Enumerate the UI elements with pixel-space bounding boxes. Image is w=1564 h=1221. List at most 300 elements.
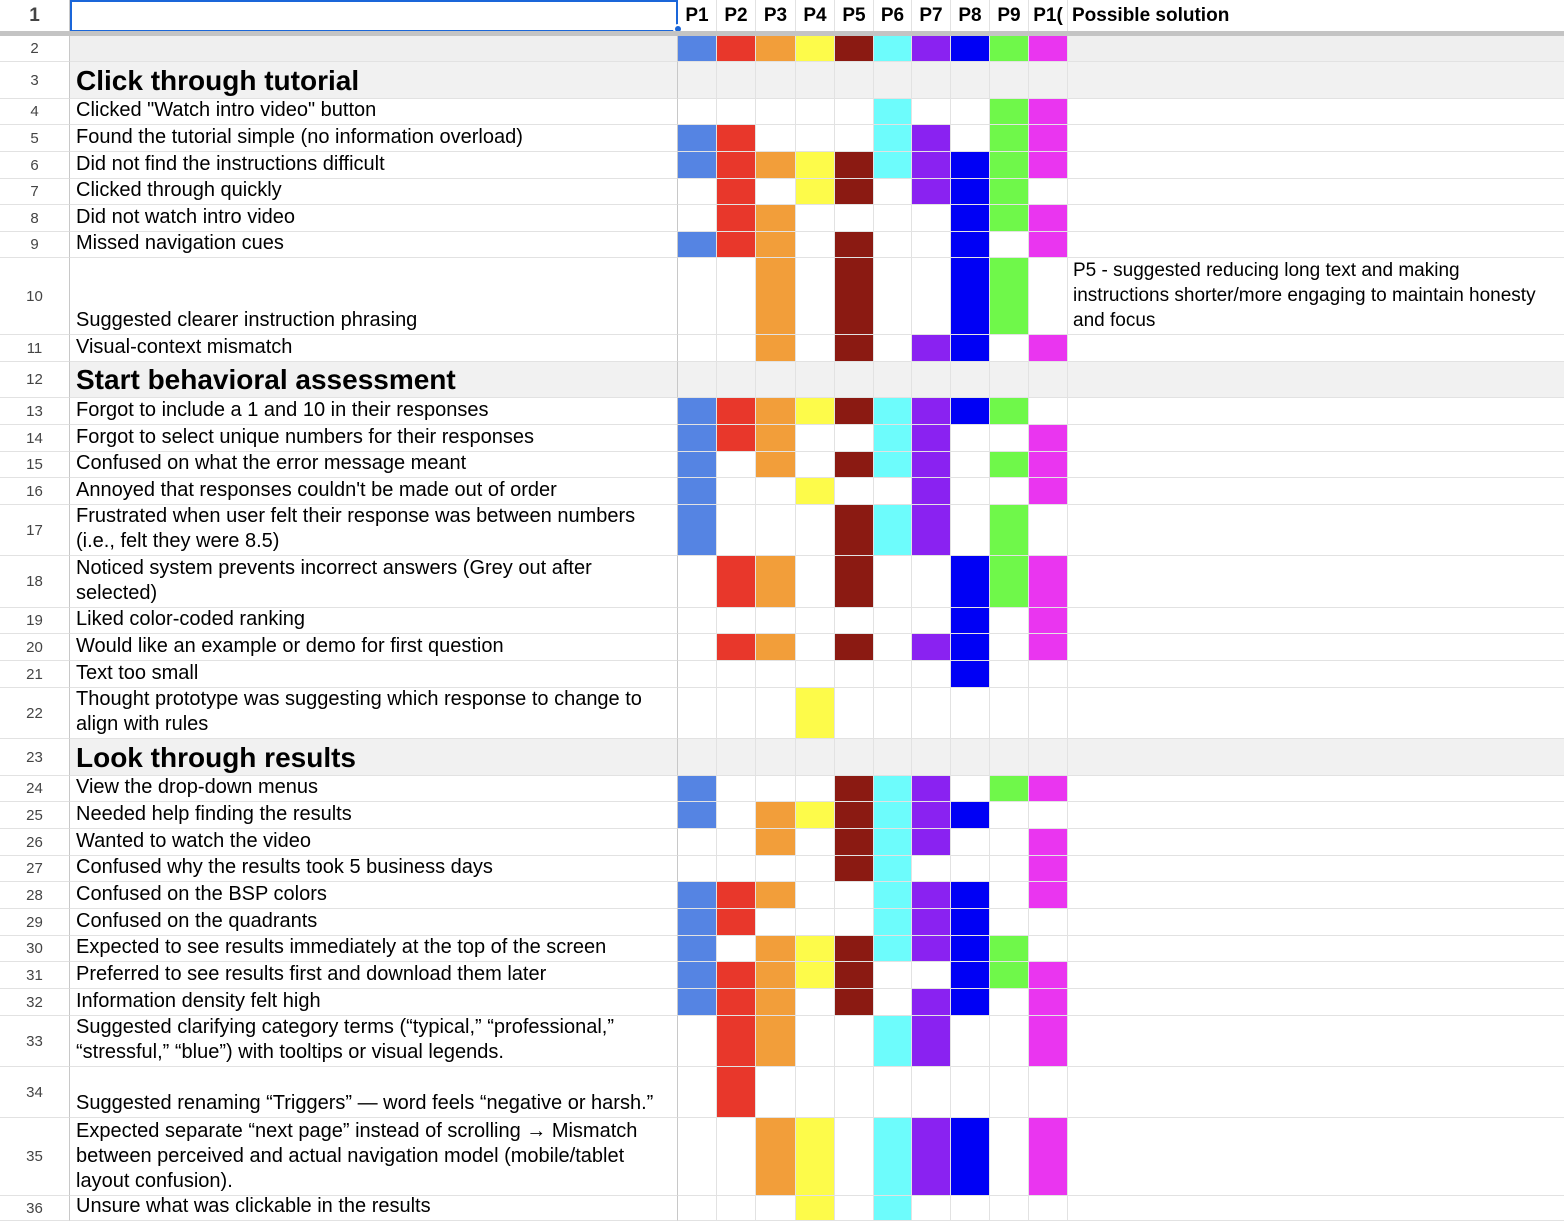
observation-cell[interactable]: [70, 962, 678, 989]
possible-solution-cell[interactable]: [1068, 802, 1564, 829]
participant-p9-cell[interactable]: [990, 62, 1029, 99]
participant-p4-cell[interactable]: [796, 909, 835, 936]
participant-p3-cell[interactable]: [756, 205, 796, 232]
participant-p1-cell[interactable]: [678, 936, 717, 962]
participant-p5-cell[interactable]: [835, 179, 874, 205]
participant-p10-cell[interactable]: [1029, 362, 1068, 398]
participant-p2-cell[interactable]: [717, 452, 756, 478]
participant-p10-cell[interactable]: [1029, 882, 1068, 909]
row-number[interactable]: 30: [0, 936, 70, 962]
participant-p2-cell[interactable]: [717, 909, 756, 936]
participant-p10-cell[interactable]: [1029, 909, 1068, 936]
observation-cell[interactable]: [70, 909, 678, 936]
participant-p7-cell[interactable]: [912, 802, 951, 829]
participant-p9-cell[interactable]: [990, 205, 1029, 232]
participant-p8-cell[interactable]: [951, 962, 990, 989]
row-number[interactable]: 13: [0, 398, 70, 425]
participant-p10-cell[interactable]: [1029, 1118, 1068, 1196]
participant-p5-cell[interactable]: [835, 608, 874, 634]
participant-p7-cell[interactable]: [912, 478, 951, 505]
header-participant-1[interactable]: P1: [678, 0, 717, 32]
participant-p10-cell[interactable]: [1029, 739, 1068, 776]
participant-p5-cell[interactable]: [835, 398, 874, 425]
participant-p5-cell[interactable]: [835, 205, 874, 232]
participant-p10-cell[interactable]: [1029, 936, 1068, 962]
row-number[interactable]: 14: [0, 425, 70, 452]
participant-p10-cell[interactable]: [1029, 398, 1068, 425]
observation-cell[interactable]: [70, 829, 678, 856]
participant-p3-cell[interactable]: [756, 829, 796, 856]
row-number[interactable]: 26: [0, 829, 70, 856]
participant-p2-cell[interactable]: [717, 205, 756, 232]
participant-p8-cell[interactable]: [951, 1067, 990, 1118]
observation-cell[interactable]: [70, 661, 678, 688]
possible-solution-cell[interactable]: [1068, 776, 1564, 802]
color-key-swatch-p2[interactable]: [717, 36, 756, 62]
participant-p5-cell[interactable]: [835, 739, 874, 776]
color-key-swatch-p1[interactable]: [678, 36, 717, 62]
participant-p8-cell[interactable]: [951, 909, 990, 936]
participant-p6-cell[interactable]: [874, 335, 912, 362]
possible-solution-cell[interactable]: [1068, 634, 1564, 661]
observation-cell[interactable]: [70, 1016, 678, 1067]
participant-p8-cell[interactable]: [951, 634, 990, 661]
header-participant-4[interactable]: P4: [796, 0, 835, 32]
row-number[interactable]: 19: [0, 608, 70, 634]
color-key-label-cell[interactable]: [70, 36, 678, 62]
participant-p1-cell[interactable]: [678, 661, 717, 688]
participant-p2-cell[interactable]: [717, 739, 756, 776]
participant-p3-cell[interactable]: [756, 425, 796, 452]
row-number[interactable]: 35: [0, 1118, 70, 1196]
participant-p7-cell[interactable]: [912, 179, 951, 205]
participant-p1-cell[interactable]: [678, 1118, 717, 1196]
possible-solution-cell[interactable]: [1068, 1196, 1564, 1221]
row-number[interactable]: 3: [0, 62, 70, 99]
participant-p5-cell[interactable]: [835, 829, 874, 856]
participant-p6-cell[interactable]: [874, 425, 912, 452]
participant-p6-cell[interactable]: [874, 661, 912, 688]
row-number[interactable]: 6: [0, 152, 70, 179]
possible-solution-cell[interactable]: [1068, 452, 1564, 478]
participant-p4-cell[interactable]: [796, 452, 835, 478]
row-number[interactable]: 29: [0, 909, 70, 936]
participant-p3-cell[interactable]: [756, 505, 796, 556]
participant-p7-cell[interactable]: [912, 739, 951, 776]
possible-solution-cell[interactable]: [1068, 962, 1564, 989]
participant-p4-cell[interactable]: [796, 802, 835, 829]
participant-p6-cell[interactable]: [874, 608, 912, 634]
participant-p8-cell[interactable]: [951, 936, 990, 962]
observation-cell[interactable]: [70, 856, 678, 882]
participant-p4-cell[interactable]: [796, 688, 835, 739]
participant-p4-cell[interactable]: [796, 152, 835, 179]
participant-p5-cell[interactable]: [835, 258, 874, 335]
participant-p3-cell[interactable]: [756, 179, 796, 205]
possible-solution-cell[interactable]: [1068, 125, 1564, 152]
participant-p3-cell[interactable]: [756, 452, 796, 478]
observation-cell[interactable]: [70, 688, 678, 739]
row-number[interactable]: 17: [0, 505, 70, 556]
participant-p2-cell[interactable]: [717, 478, 756, 505]
participant-p3-cell[interactable]: [756, 882, 796, 909]
participant-p10-cell[interactable]: [1029, 258, 1068, 335]
participant-p10-cell[interactable]: [1029, 1196, 1068, 1221]
color-key-swatch-p3[interactable]: [756, 36, 796, 62]
participant-p1-cell[interactable]: [678, 232, 717, 258]
possible-solution-cell[interactable]: [1068, 882, 1564, 909]
participant-p9-cell[interactable]: [990, 776, 1029, 802]
row-number[interactable]: 7: [0, 179, 70, 205]
participant-p3-cell[interactable]: [756, 608, 796, 634]
participant-p7-cell[interactable]: [912, 1067, 951, 1118]
participant-p8-cell[interactable]: [951, 802, 990, 829]
color-key-swatch-p5[interactable]: [835, 36, 874, 62]
possible-solution-cell[interactable]: [1068, 335, 1564, 362]
participant-p10-cell[interactable]: [1029, 634, 1068, 661]
participant-p2-cell[interactable]: [717, 634, 756, 661]
participant-p10-cell[interactable]: [1029, 776, 1068, 802]
participant-p6-cell[interactable]: [874, 232, 912, 258]
participant-p2-cell[interactable]: [717, 608, 756, 634]
participant-p6-cell[interactable]: [874, 688, 912, 739]
participant-p7-cell[interactable]: [912, 398, 951, 425]
participant-p9-cell[interactable]: [990, 829, 1029, 856]
observation-cell[interactable]: [70, 258, 678, 335]
possible-solution-cell[interactable]: [1068, 1118, 1564, 1196]
participant-p4-cell[interactable]: [796, 125, 835, 152]
participant-p10-cell[interactable]: [1029, 179, 1068, 205]
observation-cell[interactable]: [70, 205, 678, 232]
participant-p8-cell[interactable]: [951, 99, 990, 125]
participant-p8-cell[interactable]: [951, 62, 990, 99]
participant-p2-cell[interactable]: [717, 398, 756, 425]
participant-p2-cell[interactable]: [717, 179, 756, 205]
section-title[interactable]: [70, 739, 678, 776]
participant-p2-cell[interactable]: [717, 152, 756, 179]
participant-p1-cell[interactable]: [678, 556, 717, 608]
participant-p4-cell[interactable]: [796, 99, 835, 125]
participant-p7-cell[interactable]: [912, 688, 951, 739]
possible-solution-cell[interactable]: [1068, 152, 1564, 179]
participant-p7-cell[interactable]: [912, 152, 951, 179]
participant-p9-cell[interactable]: [990, 1016, 1029, 1067]
observation-cell[interactable]: [70, 882, 678, 909]
participant-p8-cell[interactable]: [951, 505, 990, 556]
participant-p2-cell[interactable]: [717, 1118, 756, 1196]
participant-p10-cell[interactable]: [1029, 152, 1068, 179]
participant-p5-cell[interactable]: [835, 335, 874, 362]
participant-p6-cell[interactable]: [874, 125, 912, 152]
header-participant-10[interactable]: P1(: [1029, 0, 1068, 32]
participant-p7-cell[interactable]: [912, 505, 951, 556]
participant-p6-cell[interactable]: [874, 882, 912, 909]
participant-p3-cell[interactable]: [756, 152, 796, 179]
selected-cell-a1[interactable]: [70, 0, 678, 32]
participant-p6-cell[interactable]: [874, 989, 912, 1016]
participant-p8-cell[interactable]: [951, 661, 990, 688]
row-number[interactable]: 25: [0, 802, 70, 829]
participant-p3-cell[interactable]: [756, 1016, 796, 1067]
participant-p9-cell[interactable]: [990, 1067, 1029, 1118]
participant-p8-cell[interactable]: [951, 232, 990, 258]
participant-p7-cell[interactable]: [912, 205, 951, 232]
participant-p8-cell[interactable]: [951, 179, 990, 205]
participant-p5-cell[interactable]: [835, 962, 874, 989]
participant-p8-cell[interactable]: [951, 989, 990, 1016]
participant-p5-cell[interactable]: [835, 62, 874, 99]
possible-solution-cell[interactable]: [1068, 62, 1564, 99]
participant-p10-cell[interactable]: [1029, 608, 1068, 634]
participant-p9-cell[interactable]: [990, 909, 1029, 936]
participant-p5-cell[interactable]: [835, 1118, 874, 1196]
participant-p10-cell[interactable]: [1029, 505, 1068, 556]
participant-p3-cell[interactable]: [756, 661, 796, 688]
participant-p6-cell[interactable]: [874, 452, 912, 478]
participant-p7-cell[interactable]: [912, 776, 951, 802]
participant-p1-cell[interactable]: [678, 478, 717, 505]
participant-p2-cell[interactable]: [717, 962, 756, 989]
possible-solution-cell[interactable]: [1068, 856, 1564, 882]
participant-p4-cell[interactable]: [796, 179, 835, 205]
possible-solution-cell[interactable]: [1068, 179, 1564, 205]
participant-p9-cell[interactable]: [990, 882, 1029, 909]
participant-p8-cell[interactable]: [951, 688, 990, 739]
participant-p3-cell[interactable]: [756, 962, 796, 989]
participant-p7-cell[interactable]: [912, 258, 951, 335]
observation-cell[interactable]: [70, 478, 678, 505]
participant-p2-cell[interactable]: [717, 802, 756, 829]
participant-p9-cell[interactable]: [990, 152, 1029, 179]
participant-p10-cell[interactable]: [1029, 99, 1068, 125]
participant-p6-cell[interactable]: [874, 179, 912, 205]
participant-p2-cell[interactable]: [717, 425, 756, 452]
participant-p3-cell[interactable]: [756, 739, 796, 776]
participant-p4-cell[interactable]: [796, 362, 835, 398]
participant-p2-cell[interactable]: [717, 125, 756, 152]
participant-p5-cell[interactable]: [835, 125, 874, 152]
participant-p5-cell[interactable]: [835, 152, 874, 179]
participant-p3-cell[interactable]: [756, 478, 796, 505]
row-number[interactable]: 36: [0, 1196, 70, 1221]
participant-p2-cell[interactable]: [717, 1016, 756, 1067]
participant-p9-cell[interactable]: [990, 478, 1029, 505]
row-number[interactable]: 2: [0, 36, 70, 62]
participant-p8-cell[interactable]: [951, 398, 990, 425]
participant-p3-cell[interactable]: [756, 556, 796, 608]
participant-p2-cell[interactable]: [717, 232, 756, 258]
header-participant-2[interactable]: P2: [717, 0, 756, 32]
observation-cell[interactable]: [70, 335, 678, 362]
participant-p10-cell[interactable]: [1029, 62, 1068, 99]
participant-p5-cell[interactable]: [835, 1196, 874, 1221]
participant-p6-cell[interactable]: [874, 556, 912, 608]
possible-solution-cell[interactable]: P5 - suggested reducing long text and making instructions shorter/more engaging to maintain honesty and focus: [1068, 258, 1564, 335]
participant-p4-cell[interactable]: [796, 856, 835, 882]
possible-solution-cell[interactable]: [1068, 425, 1564, 452]
row-number[interactable]: 34: [0, 1067, 70, 1118]
participant-p8-cell[interactable]: [951, 335, 990, 362]
color-key-swatch-p4[interactable]: [796, 36, 835, 62]
participant-p6-cell[interactable]: [874, 398, 912, 425]
participant-p5-cell[interactable]: [835, 99, 874, 125]
participant-p10-cell[interactable]: [1029, 661, 1068, 688]
participant-p3-cell[interactable]: [756, 335, 796, 362]
possible-solution-cell[interactable]: [1068, 505, 1564, 556]
participant-p9-cell[interactable]: [990, 1196, 1029, 1221]
possible-solution-cell[interactable]: [1068, 909, 1564, 936]
participant-p9-cell[interactable]: [990, 661, 1029, 688]
participant-p8-cell[interactable]: [951, 452, 990, 478]
possible-solution-cell[interactable]: [1068, 362, 1564, 398]
participant-p1-cell[interactable]: [678, 608, 717, 634]
participant-p1-cell[interactable]: [678, 205, 717, 232]
participant-p6-cell[interactable]: [874, 634, 912, 661]
participant-p3-cell[interactable]: [756, 1196, 796, 1221]
participant-p1-cell[interactable]: [678, 962, 717, 989]
row-number[interactable]: 24: [0, 776, 70, 802]
participant-p5-cell[interactable]: [835, 425, 874, 452]
participant-p7-cell[interactable]: [912, 62, 951, 99]
participant-p1-cell[interactable]: [678, 1016, 717, 1067]
participant-p9-cell[interactable]: [990, 556, 1029, 608]
participant-p5-cell[interactable]: [835, 856, 874, 882]
observation-cell[interactable]: [70, 179, 678, 205]
possible-solution-cell[interactable]: [1068, 232, 1564, 258]
header-participant-5[interactable]: P5: [835, 0, 874, 32]
participant-p1-cell[interactable]: [678, 856, 717, 882]
participant-p10-cell[interactable]: [1029, 829, 1068, 856]
participant-p10-cell[interactable]: [1029, 1067, 1068, 1118]
participant-p7-cell[interactable]: [912, 99, 951, 125]
observation-cell[interactable]: [70, 556, 678, 608]
participant-p7-cell[interactable]: [912, 425, 951, 452]
color-key-swatch-p8[interactable]: [951, 36, 990, 62]
participant-p4-cell[interactable]: [796, 634, 835, 661]
participant-p4-cell[interactable]: [796, 776, 835, 802]
color-key-swatch-p9[interactable]: [990, 36, 1029, 62]
participant-p9-cell[interactable]: [990, 856, 1029, 882]
header-participant-7[interactable]: P7: [912, 0, 951, 32]
participant-p9-cell[interactable]: [990, 258, 1029, 335]
participant-p4-cell[interactable]: [796, 425, 835, 452]
participant-p4-cell[interactable]: [796, 1016, 835, 1067]
header-possible-solution[interactable]: Possible solution: [1068, 0, 1564, 32]
participant-p4-cell[interactable]: [796, 829, 835, 856]
participant-p8-cell[interactable]: [951, 829, 990, 856]
row-number[interactable]: 15: [0, 452, 70, 478]
participant-p6-cell[interactable]: [874, 99, 912, 125]
participant-p5-cell[interactable]: [835, 1016, 874, 1067]
participant-p8-cell[interactable]: [951, 608, 990, 634]
participant-p3-cell[interactable]: [756, 856, 796, 882]
observation-cell[interactable]: [70, 989, 678, 1016]
observation-cell[interactable]: [70, 776, 678, 802]
participant-p1-cell[interactable]: [678, 1196, 717, 1221]
participant-p10-cell[interactable]: [1029, 989, 1068, 1016]
participant-p7-cell[interactable]: [912, 1118, 951, 1196]
participant-p6-cell[interactable]: [874, 478, 912, 505]
possible-solution-cell[interactable]: [1068, 99, 1564, 125]
participant-p10-cell[interactable]: [1029, 688, 1068, 739]
row-number[interactable]: 32: [0, 989, 70, 1016]
row-number[interactable]: 20: [0, 634, 70, 661]
participant-p3-cell[interactable]: [756, 362, 796, 398]
participant-p9-cell[interactable]: [990, 1118, 1029, 1196]
possible-solution-cell[interactable]: [1068, 556, 1564, 608]
participant-p4-cell[interactable]: [796, 739, 835, 776]
participant-p4-cell[interactable]: [796, 232, 835, 258]
row-number[interactable]: 12: [0, 362, 70, 398]
observation-cell[interactable]: [70, 425, 678, 452]
participant-p3-cell[interactable]: [756, 99, 796, 125]
observation-cell[interactable]: [70, 936, 678, 962]
participant-p7-cell[interactable]: [912, 661, 951, 688]
participant-p1-cell[interactable]: [678, 152, 717, 179]
color-key-swatch-p6[interactable]: [874, 36, 912, 62]
participant-p7-cell[interactable]: [912, 125, 951, 152]
participant-p8-cell[interactable]: [951, 776, 990, 802]
section-title[interactable]: [70, 362, 678, 398]
participant-p7-cell[interactable]: [912, 882, 951, 909]
participant-p10-cell[interactable]: [1029, 452, 1068, 478]
participant-p9-cell[interactable]: [990, 936, 1029, 962]
row-number[interactable]: 28: [0, 882, 70, 909]
participant-p10-cell[interactable]: [1029, 125, 1068, 152]
possible-solution-cell[interactable]: [1068, 739, 1564, 776]
participant-p10-cell[interactable]: [1029, 802, 1068, 829]
participant-p4-cell[interactable]: [796, 335, 835, 362]
possible-solution-cell[interactable]: [1068, 608, 1564, 634]
participant-p3-cell[interactable]: [756, 125, 796, 152]
participant-p2-cell[interactable]: [717, 1067, 756, 1118]
row-number[interactable]: 27: [0, 856, 70, 882]
participant-p2-cell[interactable]: [717, 258, 756, 335]
participant-p2-cell[interactable]: [717, 688, 756, 739]
row-number[interactable]: 23: [0, 739, 70, 776]
participant-p7-cell[interactable]: [912, 989, 951, 1016]
possible-solution-cell[interactable]: [1068, 1016, 1564, 1067]
participant-p4-cell[interactable]: [796, 661, 835, 688]
participant-p2-cell[interactable]: [717, 661, 756, 688]
participant-p8-cell[interactable]: [951, 739, 990, 776]
possible-solution-cell[interactable]: [1068, 1067, 1564, 1118]
participant-p10-cell[interactable]: [1029, 205, 1068, 232]
participant-p5-cell[interactable]: [835, 505, 874, 556]
participant-p1-cell[interactable]: [678, 125, 717, 152]
participant-p8-cell[interactable]: [951, 556, 990, 608]
possible-solution-cell[interactable]: [1068, 398, 1564, 425]
color-key-solution-cell[interactable]: [1068, 36, 1564, 62]
participant-p1-cell[interactable]: [678, 398, 717, 425]
participant-p7-cell[interactable]: [912, 856, 951, 882]
participant-p7-cell[interactable]: [912, 556, 951, 608]
participant-p6-cell[interactable]: [874, 829, 912, 856]
participant-p9-cell[interactable]: [990, 452, 1029, 478]
participant-p4-cell[interactable]: [796, 608, 835, 634]
participant-p8-cell[interactable]: [951, 152, 990, 179]
participant-p5-cell[interactable]: [835, 1067, 874, 1118]
participant-p8-cell[interactable]: [951, 125, 990, 152]
participant-p9-cell[interactable]: [990, 739, 1029, 776]
participant-p1-cell[interactable]: [678, 62, 717, 99]
participant-p1-cell[interactable]: [678, 335, 717, 362]
participant-p6-cell[interactable]: [874, 936, 912, 962]
participant-p4-cell[interactable]: [796, 1196, 835, 1221]
participant-p3-cell[interactable]: [756, 232, 796, 258]
observation-cell[interactable]: [70, 125, 678, 152]
header-participant-8[interactable]: P8: [951, 0, 990, 32]
